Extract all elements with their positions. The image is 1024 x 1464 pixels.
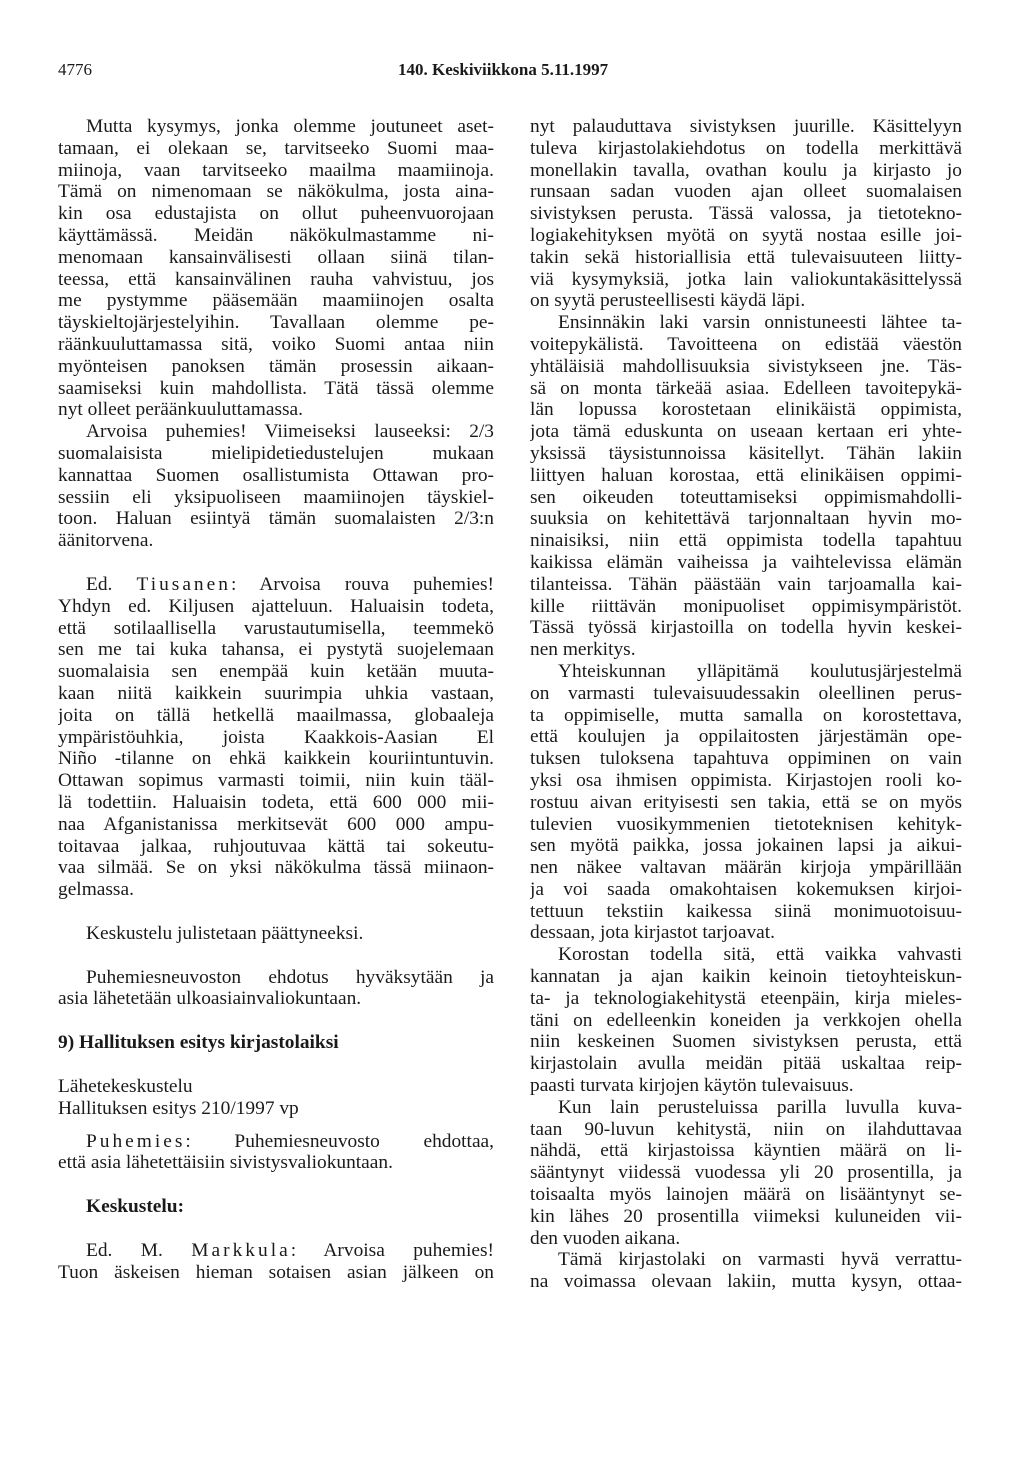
text-line: toon. Haluan esiintyä tämän suomalaisten 2/3:n bbox=[58, 508, 494, 530]
speaker-opening: : Arvoisa puhemies! bbox=[290, 1240, 494, 1262]
text-line: suomalaisista mielipidetiedustelujen mukaan bbox=[58, 442, 494, 464]
speaker-proposal bbox=[58, 1131, 494, 1175]
text-line: Niño -tilanne on ehkä kaikkein kouriintuntuvin. bbox=[58, 748, 494, 770]
paragraph-markkula-speech bbox=[58, 1240, 494, 1284]
text-line: kannattaa Suomen osallistumista Ottawan pro- bbox=[58, 464, 494, 486]
agenda-item-heading bbox=[58, 1032, 494, 1054]
text-line: nähdä, että kirjastoissa käyntien määrä on li- bbox=[530, 1140, 962, 1162]
text-line: tuleva kirjastolakiehdotus on todella merkittävä bbox=[530, 137, 962, 159]
text-line: että sotilaallisella varustautumisella, teemmekö bbox=[58, 617, 494, 639]
text-line: nen merkitys. bbox=[530, 639, 636, 661]
speaker-opening: : Puhemiesneuvosto ehdottaa, bbox=[185, 1130, 494, 1152]
text-line: rostuu aivan erityisesti sen takia, että se on myös bbox=[530, 791, 962, 813]
text-line: Yhteiskunnan ylläpitämä koulutusjärjestelmä bbox=[558, 660, 962, 682]
text-line: liittyen haluan korostaa, että elinikäisen oppimi- bbox=[530, 464, 962, 486]
text-line: tamaan, ei olekaan se, tarvitseeko Suomi maa- bbox=[58, 137, 494, 159]
discussion-label bbox=[58, 1196, 494, 1218]
paragraph-yhteiskunnan bbox=[530, 661, 962, 944]
text-line: kirjastolain avulla meidän pitää uskaltaa reip- bbox=[530, 1053, 962, 1075]
text-line: kannatan ja ajan kaikin keinoin tietoyhteiskun- bbox=[530, 966, 962, 988]
text-line: Tämä on nimenomaan se näkökulma, josta aina- bbox=[58, 181, 494, 203]
text-line: on varmasti tulevaisuudessakin oleellinen perus- bbox=[530, 682, 962, 704]
text-line: län lopussa korostetaan elinikäistä oppimista, bbox=[530, 399, 962, 421]
text-line: voitepykälistä. Tavoitteena on edistää väestön bbox=[530, 333, 962, 355]
left-column bbox=[58, 116, 494, 1284]
text-line: toitavaa jalkaa, ruhjoutuvaa kättä tai sokeutu- bbox=[58, 835, 494, 857]
debate-type: Lähetekeskustelu bbox=[58, 1076, 193, 1098]
text-line: yksissä täysistunnoissa käsitellyt. Tähän lakiin bbox=[530, 442, 962, 464]
text-line: nen näkee valtavan määrän kirjoja ympärillään bbox=[530, 857, 962, 879]
text-line: räänkuuluttamassa sitä, voiko Suomi antaa niin bbox=[58, 333, 494, 355]
text-line: Arvoisa puhemies! Viimeiseksi lauseeksi: 2/3 bbox=[86, 421, 494, 443]
text-line: ympäristöuhkia, joista Kaakkois-Aasian El bbox=[58, 726, 494, 748]
closing-statement bbox=[58, 923, 494, 945]
session-title: 140. Keskiviikkona 5.11.1997 bbox=[398, 60, 609, 79]
bill-reference bbox=[58, 1076, 494, 1120]
text-line: gelmassa. bbox=[58, 879, 134, 901]
paragraph-ensinnakin bbox=[530, 312, 962, 661]
text-line: kin osa edustajista on ollut puheenvuorojaan bbox=[58, 203, 494, 225]
speaker-name: Puhemies bbox=[86, 1130, 186, 1152]
text-line: menomaan kansainvälisesti ollaan siinä tilan- bbox=[58, 246, 494, 268]
text-line: nyt palauduttava sivistyksen juurille. Käsittelyyn bbox=[530, 116, 962, 137]
text-line: sen myötä paikka, jossa jokainen lapsi ja aikui- bbox=[530, 835, 962, 857]
text-line: logiakehityksen myötä on syytä nostaa esille joi- bbox=[530, 224, 962, 246]
text-line: ja voi saada omakohtaisen kokemuksen kirjoi- bbox=[530, 878, 962, 900]
text-line: Ensinnäkin laki varsin onnistuneesti lähtee ta- bbox=[558, 312, 962, 334]
text-line: Mutta kysymys, jonka olemme joutuneet aset- bbox=[86, 116, 494, 137]
text-line: yhtäläisiä mahdollisuuksia sivistykseen jne. Täs- bbox=[530, 355, 962, 377]
text-line: tilanteissa. Tähän päästään vain tarjoamalla kai- bbox=[530, 573, 962, 595]
text-line: täyskieltojärjestelyihin. Tavallaan olemme pe- bbox=[58, 312, 494, 334]
paragraph-tama-kirjastolaki bbox=[530, 1249, 962, 1293]
text-line: Tämä kirjastolaki on varmasti hyvä verrattu- bbox=[558, 1249, 962, 1271]
text-line: myönteisen panoksen tämän prosessin aikaan- bbox=[58, 355, 494, 377]
text-line: että koulujen ja oppilaitosten järjestämän ope- bbox=[530, 726, 962, 748]
text-line: kaikissa elämän vaiheissa ja vaihtelevissa elämän bbox=[530, 551, 962, 573]
text-line: sivistyksen perusta. Tässä valossa, ja tietotekno- bbox=[530, 203, 962, 225]
right-column bbox=[530, 116, 962, 1293]
text-line: ta oppimiselle, mutta samalla on korostettava, bbox=[530, 704, 962, 726]
text-line: naa Afganistanissa merkitsevät 600 000 ampu- bbox=[58, 813, 494, 835]
page-number: 4776 bbox=[58, 60, 92, 79]
text-line: täni on edelleenkin koneiden ja verkkojen ohella bbox=[530, 1009, 962, 1031]
text-line: lä todettiin. Haluaisin todeta, että 600 000 mii- bbox=[58, 791, 494, 813]
text-line: paasti turvata kirjojen käytön tulevaisuus. bbox=[530, 1075, 854, 1097]
text-line: jota tämä eduskunta on useaan kertaan eri yhte- bbox=[530, 421, 962, 443]
text-line: kille riittävän monipuoliset oppimisympäristöt. bbox=[530, 595, 962, 617]
speaker-name: Tiusanen bbox=[136, 573, 231, 595]
text-line: me pystymme pääsemään maamiinojen osalta bbox=[58, 290, 494, 312]
paragraph-mutta-kysymys bbox=[58, 116, 494, 421]
text-line: monellakin tavalla, ovathan koulu ja kirjasto jo bbox=[530, 159, 962, 181]
paragraph-tiusanen-speech bbox=[58, 574, 494, 901]
speaker-prefix: Ed. M. bbox=[86, 1240, 163, 1262]
text-line: että asia lähetettäisiin sivistysvaliokuntaan. bbox=[58, 1152, 393, 1174]
text-line: sessiin eli yksipuoliseen maamiinojen täyskiel- bbox=[58, 486, 494, 508]
text-line: sen me tai kuka tahansa, ei pystytä suojelemaan bbox=[58, 639, 494, 661]
speaker-line bbox=[58, 1240, 494, 1262]
text-line: viä kysymyksiä, jotka lain valiokuntakäsittelyssä bbox=[530, 268, 962, 290]
speaker-line bbox=[58, 1131, 494, 1153]
bill-ref: Hallituksen esitys 210/1997 vp bbox=[58, 1097, 299, 1119]
text-line: Korostan todella sitä, että vaikka vahvasti bbox=[558, 944, 962, 966]
text-line: saamiseksi kuin mahdollista. Tätä tässä olemme bbox=[58, 377, 494, 399]
speaker-opening: : Arvoisa rouva puhemies! bbox=[230, 573, 494, 595]
paragraph-arvoisa-puhemies bbox=[58, 421, 494, 552]
text-line: nyt olleet peräänkuuluttamassa. bbox=[58, 399, 303, 421]
text-line: yksi osa ihmisen oppimista. Kirjastojen rooli ko- bbox=[530, 769, 962, 791]
text-line: Puhemiesneuvoston ehdotus hyväksytään ja bbox=[86, 966, 494, 988]
text-line: käyttämässä. Meidän näkökulmastamme ni- bbox=[58, 224, 494, 246]
text-line: teessa, että kansainvälinen rauha vahvistuu, jos bbox=[58, 268, 494, 290]
text-line: Tässä työssä kirjastoilla on todella hyvin keskei- bbox=[530, 617, 962, 639]
text-line: na voimassa olevaan lakiin, mutta kysyn, ottaa- bbox=[530, 1271, 962, 1293]
text-line: asia lähetetään ulkoasiainvaliokuntaan. bbox=[58, 988, 362, 1010]
text-line: tulevien vuosikymmenien tietoteknisen kehityk- bbox=[530, 813, 962, 835]
paragraph-continuation bbox=[530, 116, 962, 312]
text-line: sen oikeuden toteuttamiseksi oppimismahdolli- bbox=[530, 486, 962, 508]
speaker-line bbox=[58, 574, 494, 596]
text-line: dessaan, jota kirjastot tarjoavat. bbox=[530, 922, 775, 944]
text-line: den vuoden aikana. bbox=[530, 1227, 681, 1249]
text-line: on syytä perusteellisesti käydä läpi. bbox=[530, 290, 806, 312]
text-line: takin sekä historiallisia että tulevaisuuteen liitty- bbox=[530, 246, 962, 268]
text-line: vaa silmää. Se on yksi näkökulma tässä miinaon- bbox=[58, 857, 494, 879]
text-line: ta- ja teknologiakehitystä eteenpäin, kirja mieles- bbox=[530, 987, 962, 1009]
text-line: sääntynyt viidessä vuodessa yli 20 prosentilla, ja bbox=[530, 1162, 962, 1184]
text-line: Tuon äskeisen hieman sotaisen asian jälkeen on bbox=[58, 1261, 494, 1283]
text-line: toisaalta myös lainojen määrä on lisääntynyt se- bbox=[530, 1184, 962, 1206]
decision-statement bbox=[58, 967, 494, 1011]
speaker-prefix: Ed. bbox=[86, 573, 113, 595]
page-header bbox=[58, 60, 964, 84]
text-line: suuksia on kehitettävä tarjonnaltaan hyvin mo- bbox=[530, 508, 962, 530]
text-line: kaan niitä kaikkein suurimpia uhkia vastaan, bbox=[58, 682, 494, 704]
text-line: ninaisiksi, niin että oppimista todella tapahtuu bbox=[530, 530, 962, 552]
text-line: Ottawan sopimus varmasti toimii, niin kuin tääl- bbox=[58, 770, 494, 792]
text-line: tettuun tekstiin kaikessa siinä monimuotoisuu- bbox=[530, 900, 962, 922]
text-line: joita on tällä hetkellä maailmassa, globaaleja bbox=[58, 704, 494, 726]
text-line: runsaan sadan vuoden ajan olleet suomalaisen bbox=[530, 181, 962, 203]
paragraph-korostan bbox=[530, 944, 962, 1097]
section-heading: 9) Hallituksen esitys kirjastolaiksi bbox=[58, 1032, 339, 1054]
text-line: taan 90-luvun kehitystä, niin on ilahduttavaa bbox=[530, 1118, 962, 1140]
section-heading: Keskustelu: bbox=[86, 1196, 185, 1218]
text-line: sä on monta tärkeää asiaa. Edelleen tavoitepykä- bbox=[530, 377, 962, 399]
text-line: Yhdyn ed. Kiljusen ajatteluun. Haluaisin todeta, bbox=[58, 595, 494, 617]
text-line: Keskustelu julistetaan päättyneeksi. bbox=[86, 922, 364, 944]
paragraph-kun-lain bbox=[530, 1097, 962, 1250]
text-line: kin lähes 20 prosentilla viimeksi kuluneiden vii- bbox=[530, 1205, 962, 1227]
text-line: miinoja, vaan tarvitseeko maailma maamiinoja. bbox=[58, 159, 494, 181]
text-line: suomalaisia sen enempää kuin ketään muuta- bbox=[58, 661, 494, 683]
text-line: Kun lain perusteluissa parilla luvulla kuva- bbox=[558, 1096, 962, 1118]
text-line: tuksen tuloksena tapahtuva oppiminen on vain bbox=[530, 748, 962, 770]
speaker-name: Markkula bbox=[191, 1240, 291, 1262]
text-line: äänitorvena. bbox=[58, 530, 154, 552]
text-line: niin keskeinen Suomen sivistyksen perusta, että bbox=[530, 1031, 962, 1053]
